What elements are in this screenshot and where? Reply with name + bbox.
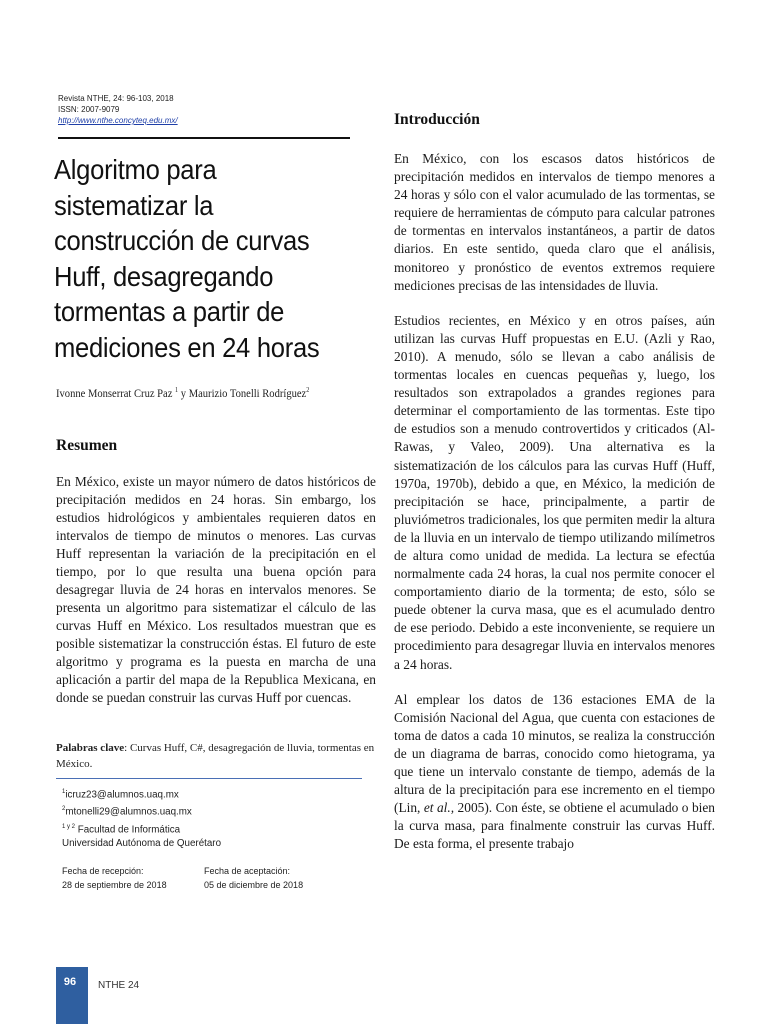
- paper-title: Algoritmo para sistematizar la construcción de curvas Huff, desagregando tormentas a partir de mediciones en 24 horas: [54, 154, 320, 363]
- journal-url-link[interactable]: http://www.nthe.concyteq.edu.mx/: [58, 116, 178, 125]
- faculty: Facultad de Informática: [75, 823, 181, 835]
- keywords-label: Palabras clave: [56, 742, 125, 754]
- page-number: 96: [63, 976, 77, 988]
- email-1: icruz23@alumnos.uaq.mx: [65, 789, 179, 801]
- intro-p3-part-b: 2005). Con éste, se obtiene el acumulado o bien la curva masa, para finalmente construir las curvas Huff. De esta forma, el presente trabajo: [394, 800, 715, 852]
- introduction-heading: Introducción: [394, 111, 480, 128]
- affiliations: [62, 785, 221, 851]
- author-2-sup: 2: [306, 386, 310, 394]
- introduction-body: [394, 150, 715, 870]
- inst-sup: 1 y 2: [62, 823, 76, 830]
- intro-paragraph-2: Estudios recientes, en México y en otros países, aún utilizan las curvas Huff propuestas en E.U. (Azli y Rao, 2010). A menudo, sólo se llevan a cabo análisis de tormentas locales en cuencas pequeñas y, luego, los resultados son extrapolados a grandes regiones para determinar el comportamiento de las tormentas. Este tipo de estudios son a menudo controvertidos y criticados (Al-Rawas, y Valeo, 2009). Una alternativa es la sistematización de los cálculos para las curvas Huff (Huff, 1970a, 1970b), debido a que, en México, la medición de precipitación se hace, principalmente, a partir de pluviómetros tradicionales, los que permiten medir la altura de la lluvia en un intervalo de tiempo utilizando milímetros de altura como unidad de medida. La lectura se efectúa normalmente cada 24 horas, la cual nos permite conocer el comportamiento diario de la tormenta; de esto, sólo se puede obtener la curva masa, que es el acumulado dentro de ese periodo. Debido a este inconveniente, se requiere un procedimiento para desagregar lluvia en intervalos menores a 24 horas.: [394, 312, 715, 672]
- title-rule: [58, 137, 350, 139]
- received-label: Fecha de recepción:: [62, 866, 144, 876]
- received-date-block: [62, 864, 167, 892]
- abstract-heading: Resumen: [56, 437, 118, 454]
- email-2-sup: 2: [62, 806, 66, 813]
- abstract-text: En México, existe un mayor número de datos históricos de precipitación medidos en 24 horas. Sin embargo, los estudios hidrológicos y ambientales requieren datos en intervalos de tiempo de minutos o menores. Las curvas Huff representan la variación de la precipitación en el tiempo, por lo que resulta una buena opción para desagregar lluvia de 24 horas en intervalos menores. Se presenta un algoritmo para sistematizar el cálculo de las curvas Huff en México. Los resultados muestran que es posible sistematizar la construcción éstas. El futuro de este algoritmo y programa es la puesta en marcha de una aplicación a partir del mapa de la Republica Mexicana, en donde se puedan construir las curvas Huff por cuencas.: [56, 474, 376, 705]
- author-connector: y Maurizio Tonelli Rodríguez: [178, 386, 307, 400]
- email-1-line: [62, 785, 221, 802]
- intro-p3-etal: et al.,: [423, 800, 455, 816]
- university: Universidad Autónoma de Querétaro: [62, 837, 222, 849]
- intro-paragraph-3: [394, 691, 715, 854]
- faculty-line: [62, 820, 221, 837]
- intro-paragraph-1: En México, con los escasos datos históricos de precipitación medidos en intervalos de tiempo menores a 24 horas y sólo con el valor acumulado de las tormentas, se requiere de herramientas de cómputo para calcular patrones de tormentas en intervalos instantáneos, a partir de datos diarios. En este sentido, queda claro que el análisis, monitoreo y pronóstico de eventos extremos requiere mediciones precisas de las intensidades de lluvia.: [394, 151, 715, 293]
- intro-p3-part-a: Al emplear los datos de 136 estaciones EMA de la Comisión Nacional del Agua, que cuenta con estaciones de toma de datos a cada 10 minutos, se realiza la construcción de un diagrama de barras, conocido como hietograma, ya que tiene un intervalo constante de tiempo, además de la altura de la precipitación para ese incremento en el tiempo (Lin,: [394, 691, 715, 816]
- keywords: [56, 740, 376, 772]
- keywords-rule: [56, 778, 362, 779]
- email-2-line: [62, 802, 221, 819]
- journal-issn: ISSN: 2007-9079: [58, 105, 120, 114]
- journal-citation: Revista NTHE, 24: 96-103, 2018: [58, 94, 174, 103]
- accepted-date: 05 de diciembre de 2018: [204, 880, 304, 890]
- keywords-text: : Curvas Huff, C#, desagregación de lluvia, tormentas en México.: [56, 742, 375, 770]
- email-1-sup: 1: [62, 789, 66, 795]
- author-1-sup: 1: [175, 386, 179, 394]
- received-date: 28 de septiembre de 2018: [62, 880, 167, 890]
- author-1: Ivonne Monserrat Cruz Paz: [56, 386, 173, 400]
- footer-journal: NTHE 24: [98, 980, 140, 991]
- accepted-date-block: [204, 864, 303, 892]
- email-2: mtonelli29@alumnos.uaq.mx: [65, 806, 192, 818]
- accepted-label: Fecha de aceptación:: [204, 866, 291, 876]
- authors: [56, 383, 338, 401]
- journal-meta: [58, 93, 178, 126]
